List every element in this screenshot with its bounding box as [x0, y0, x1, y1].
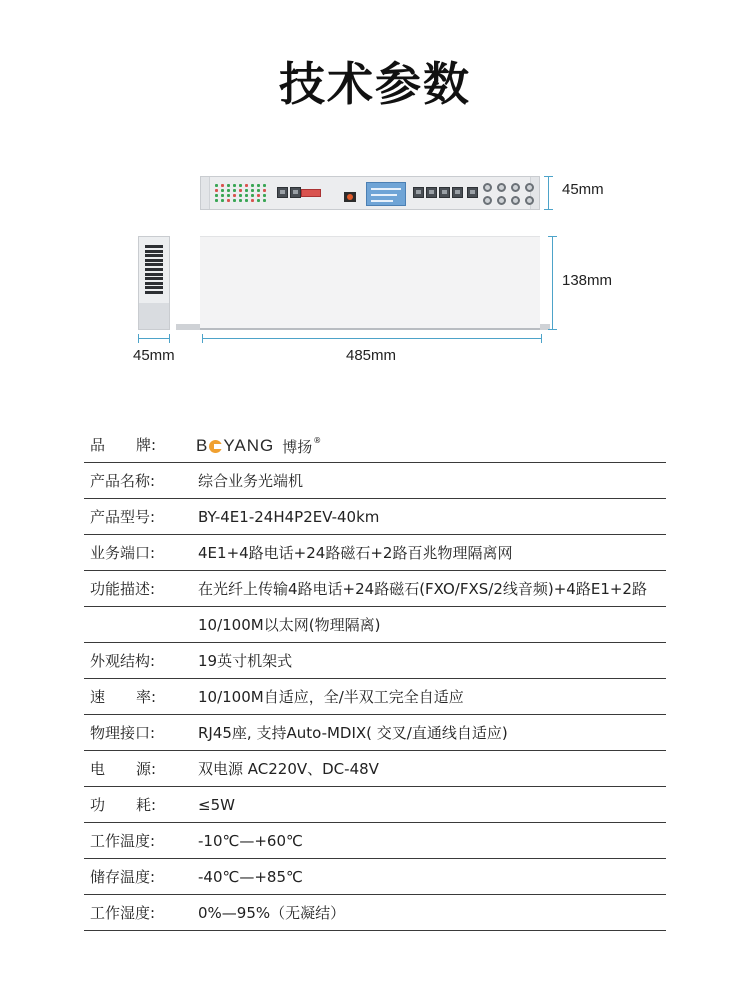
spec-value: 0%—95%（无凝结） [198, 904, 346, 922]
dimension-tick [138, 334, 139, 343]
dimension-tick [544, 209, 553, 210]
spec-value: -10℃—+60℃ [198, 832, 303, 850]
spec-row-brand [84, 427, 666, 463]
spec-label-part: 电 [90, 760, 106, 778]
status-led-icon [245, 199, 248, 202]
device-front-panel-image [200, 176, 540, 210]
spec-label: 物理接口: [90, 724, 156, 742]
status-led-icon [215, 199, 218, 202]
spec-label: 工作湿度: [90, 904, 156, 922]
spec-row [84, 715, 666, 751]
status-led-icon [263, 189, 266, 192]
spec-row [84, 643, 666, 679]
dip-switch-icon [301, 189, 321, 197]
status-led-icon [227, 184, 230, 187]
bnc-connector-icon [497, 196, 506, 205]
vent-slots [145, 245, 163, 300]
spec-row [84, 499, 666, 535]
spec-label: 储存温度: [90, 868, 156, 886]
bnc-connector-icon [511, 196, 520, 205]
spec-label-part: 功 [90, 796, 106, 814]
spec-label: 外观结构: [90, 652, 156, 670]
brand-logo-chinese: 博扬 [282, 437, 313, 456]
spec-row [84, 535, 666, 571]
status-led-icon [233, 194, 236, 197]
spec-label-part: 品 [90, 436, 106, 454]
dimension-label-front-height: 45mm [562, 181, 604, 198]
status-led-icon [257, 199, 260, 202]
dimension-line [548, 176, 549, 210]
status-led-icon [245, 189, 248, 192]
status-led-icon [251, 199, 254, 202]
spec-row [84, 859, 666, 895]
dimension-line [202, 338, 542, 339]
dimension-tick [548, 329, 557, 330]
spec-label-part: 速 [90, 688, 106, 706]
bnc-connector-icon [525, 183, 534, 192]
rj45-port-icon [277, 187, 288, 198]
status-led-icon [221, 189, 224, 192]
spec-row [84, 751, 666, 787]
brand-o-mark-icon [209, 440, 222, 453]
spec-label-part: 率: [136, 688, 157, 706]
spec-value: BY-4E1-24H4P2EV-40km [198, 508, 380, 526]
device-side-view-image [138, 236, 170, 330]
status-led-icon [233, 189, 236, 192]
spec-label: 业务端口: [90, 544, 156, 562]
rj45-port-icon [290, 187, 301, 198]
spec-row [84, 463, 666, 499]
status-led-icon [245, 194, 248, 197]
spec-value: 双电源 AC220V、DC-48V [198, 760, 379, 778]
dimension-tick [544, 176, 553, 177]
spec-row [84, 679, 666, 715]
status-led-icon [239, 189, 242, 192]
spec-label-part: 牌: [136, 436, 157, 454]
status-led-icon [221, 184, 224, 187]
status-led-icon [245, 184, 248, 187]
spec-value: ≤5W [198, 796, 235, 814]
lcd-display-icon [366, 182, 406, 206]
spec-table [84, 427, 666, 931]
status-led-icon [251, 194, 254, 197]
dimension-line [138, 338, 170, 339]
spec-label: 产品型号: [90, 508, 156, 526]
status-led-icon [227, 199, 230, 202]
rack-ear-left [201, 177, 210, 209]
status-led-icon [221, 194, 224, 197]
dimension-label-depth: 138mm [562, 272, 613, 289]
status-led-icon [251, 184, 254, 187]
status-led-icon [227, 189, 230, 192]
dimension-tick [548, 236, 557, 237]
status-led-icon [215, 189, 218, 192]
spec-label: 功能描述: [90, 580, 156, 598]
spec-label: 产品名称: [90, 472, 156, 490]
dimension-tick [169, 334, 170, 343]
spec-row-continuation [84, 607, 666, 643]
status-led-icon [215, 194, 218, 197]
status-led-icon [239, 199, 242, 202]
status-led-icon [263, 199, 266, 202]
rj45-port-icon [452, 187, 463, 198]
status-led-icon [215, 184, 218, 187]
dimension-label-side-width: 45mm [133, 347, 175, 364]
chassis-ledge [176, 324, 200, 330]
spec-row [84, 823, 666, 859]
status-led-icon [233, 199, 236, 202]
status-led-icon [221, 199, 224, 202]
bnc-connector-icon [497, 183, 506, 192]
rj45-port-icon [439, 187, 450, 198]
spec-value: 19英寸机架式 [198, 652, 293, 670]
dimension-line [552, 236, 553, 330]
status-led-icon [227, 194, 230, 197]
spec-value: 综合业务光端机 [198, 472, 304, 490]
spec-row [84, 787, 666, 823]
status-led-icon [233, 184, 236, 187]
spec-label-part: 源: [136, 760, 157, 778]
spec-value: 10/100M自适应，全/半双工完全自适应 [198, 688, 464, 706]
spec-row [84, 571, 666, 607]
power-switch-icon [344, 192, 356, 202]
spec-value: 10/100M以太网(物理隔离) [198, 616, 381, 634]
status-led-array [215, 184, 269, 204]
rj45-port-icon [426, 187, 437, 198]
status-led-icon [251, 189, 254, 192]
status-led-icon [263, 194, 266, 197]
spec-row [84, 895, 666, 931]
status-led-icon [257, 194, 260, 197]
bnc-connector-icon [525, 196, 534, 205]
spec-value: RJ45座, 支持Auto-MDIX( 交叉/直通线自适应) [198, 724, 508, 742]
dimension-label-width: 485mm [346, 347, 397, 364]
status-led-icon [257, 189, 260, 192]
status-led-icon [239, 194, 242, 197]
bnc-connector-icon [511, 183, 520, 192]
status-led-icon [263, 184, 266, 187]
bnc-connector-icon [483, 196, 492, 205]
rj45-port-icon [413, 187, 424, 198]
dimension-tick [202, 334, 203, 343]
status-led-icon [239, 184, 242, 187]
dimension-tick [541, 334, 542, 343]
device-top-view-image [200, 236, 540, 330]
spec-value: -40℃—+85℃ [198, 868, 303, 886]
brand-logo [196, 434, 321, 458]
brand-logo-latin: B YANG [196, 436, 275, 455]
spec-value: 在光纤上传输4路电话+24路磁石(FXO/FXS/2线音频)+4路E1+2路 [198, 580, 647, 598]
spec-label-part: 耗: [136, 796, 157, 814]
registered-mark: ® [313, 435, 322, 445]
mounting-bracket [139, 303, 169, 329]
spec-label: 工作温度: [90, 832, 156, 850]
page-title: 技术参数 [279, 57, 471, 111]
spec-value: 4E1+4路电话+24路磁石+2路百兆物理隔离网 [198, 544, 513, 562]
bnc-connector-icon [483, 183, 492, 192]
status-led-icon [257, 184, 260, 187]
rj45-port-icon [467, 187, 478, 198]
